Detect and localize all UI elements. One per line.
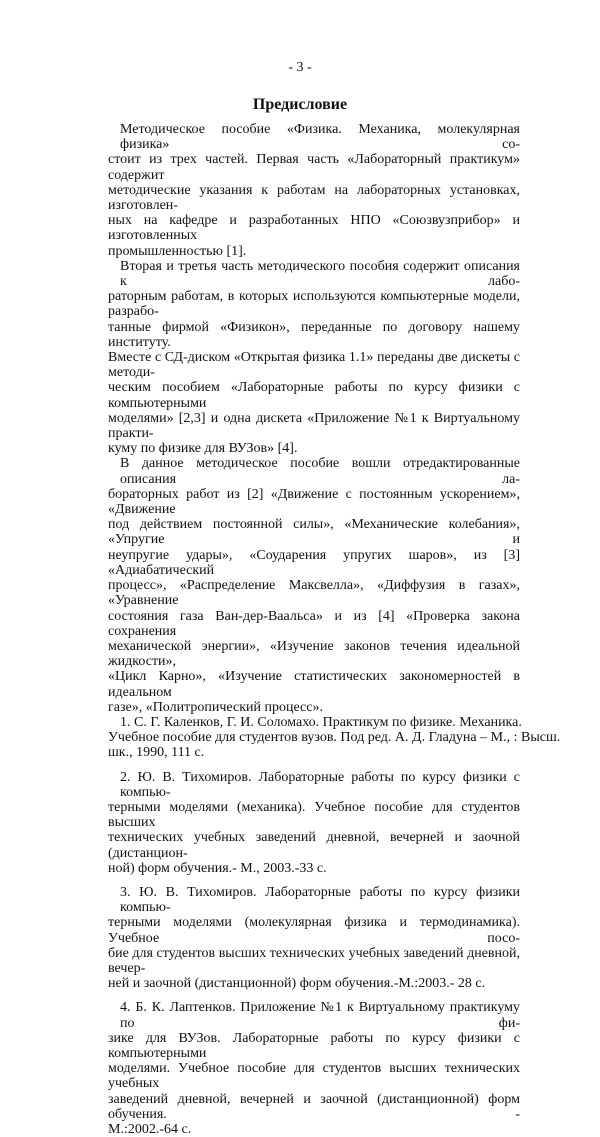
reference-line: 1. С. Г. Каленков, Г. И. Соломахо. Практикум по физике. Механика.: [120, 714, 522, 730]
text-line: моделями» [2,3] и одна дискета «Приложение №1 к Виртуальному практи-: [108, 410, 520, 442]
preface-body: [108, 122, 561, 1137]
text-line: ных на кафедре и разработанных НПО «Союзвузприбор» и изготовленных: [108, 213, 520, 244]
text-line: «Цикл Карно», «Изучение статистических закономерностей в идеальном: [108, 669, 520, 700]
text-line: Вторая и третья часть методического пособия содержит описания к лабо-: [120, 258, 520, 290]
text-line: методические указания к работам на лабораторных установках, изготовлен-: [108, 182, 520, 214]
text-line: куму по физике для ВУЗов» [4].: [108, 441, 298, 457]
text-line: неупругие удары», «Соударения упругих шаров», из [3] «Адиабатический: [108, 547, 520, 578]
reference-line: шк., 1990, 111 с.: [108, 745, 205, 761]
reference-line: заведений дневной, вечерней и заочной (дистанционной) форм обучения. -: [108, 1091, 520, 1122]
reference-line: 3. Ю. В. Тихомиров. Лабораторные работы по курсу физики компью-: [120, 884, 520, 916]
text-line: стоит из трех частей. Первая часть «Лабораторный практикум» содержит: [108, 152, 520, 183]
text-line: промышленностью [1].: [108, 243, 247, 259]
reference-line: М.:2002.-64 с.: [108, 1122, 192, 1137]
text-line: процесс», «Распределение Максвелла», «Диффузия в газах», «Уравнение: [108, 578, 520, 609]
reference-line: терными моделями (механика). Учебное пособие для студентов высших: [108, 799, 520, 831]
reference-line: терными моделями (молекулярная физика и термодинамика). Учебное посо-: [108, 915, 520, 946]
reference-line: ней и заочной (дистанционной) форм обучения.-М.:2003.- 28 с.: [108, 976, 486, 992]
text-line: ческим пособием «Лабораторные работы по курсу физики с компьютерными: [108, 380, 520, 411]
reference-line: технических учебных заведений дневной, вечерней и заочной (дистанцион-: [108, 830, 520, 861]
text-line: В данное методическое пособие вошли отредактированные описания ла-: [120, 456, 520, 487]
reference-line: зике для ВУЗов. Лабораторные работы по курсу физики с компьютерными: [108, 1030, 520, 1061]
text-line: Вместе с СД-диском «Открытая физика 1.1» переданы две дискеты с методи-: [108, 350, 520, 381]
page-title: Предисловие: [252, 96, 348, 113]
text-line: газе», «Политропический процесс».: [108, 699, 323, 715]
text-line: состояния газа Ван-дер-Ваальса» и из [4] «Проверка закона сохранения: [108, 608, 520, 639]
text-line: раторным работам, в которых используются компьютерные модели, разрабо-: [108, 289, 520, 320]
text-line: Методическое пособие «Физика. Механика, молекулярная физика» со-: [120, 122, 520, 153]
reference-line: моделями. Учебное пособие для студентов высших технических учебных: [108, 1061, 520, 1092]
text-line: механической энергии», «Изучение законов течения идеальной жидкости»,: [108, 638, 520, 670]
text-line: бораторных работ из [2] «Движение с постоянным ускорением», «Движение: [108, 486, 520, 518]
reference-line: Учебное пособие для студентов вузов. Под ред. А. Д. Гладуна – М., : Высш.: [108, 730, 561, 746]
reference-line: ной) форм обучения.- М., 2003.-33 с.: [108, 860, 327, 876]
reference-line: 2. Ю. В. Тихомиров. Лабораторные работы по курсу физики с компью-: [120, 769, 520, 800]
reference-line: 4. Б. К. Лаптенков. Приложение №1 к Виртуальному практикуму по фи-: [120, 1000, 520, 1031]
text-line: под действием постоянной силы», «Механические колебания», «Упругие и: [108, 517, 520, 548]
page-number: - 3 -: [288, 60, 312, 75]
text-line: танные фирмой «Физикон», переданные по договору нашему институту.: [108, 319, 520, 350]
reference-line: бие для студентов высших технических учебных заведений дневной, вечер-: [108, 945, 520, 976]
